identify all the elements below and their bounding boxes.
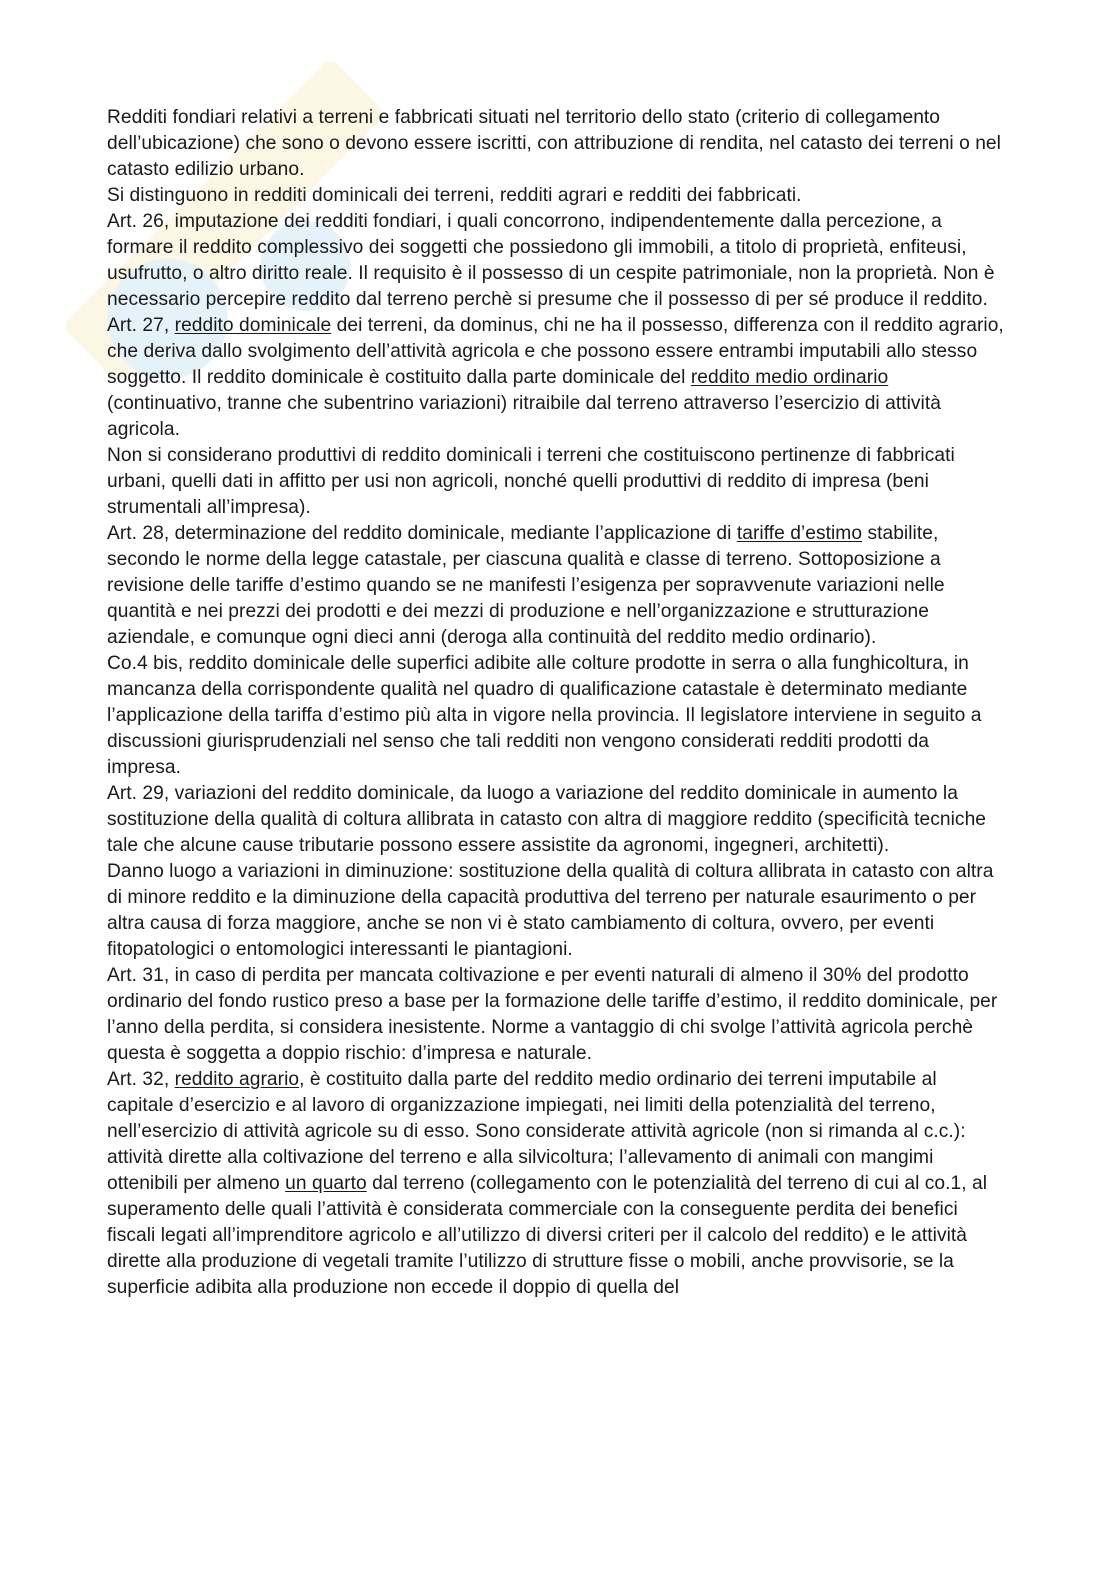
paragraph-esclusioni: Non si considerano produttivi di reddito dominicali i terreni che costituiscono pertinenze di fabbricati urbani, quelli dati in affitto per usi non agricoli, nonché quelli produttivi di reddito di impresa (beni strumentali all’impresa). (107, 445, 955, 518)
paragraph-art-32: Art. 32, reddito agrario, è costituito dalla parte del reddito medio ordinario dei terreni imputabile al capitale d’esercizio e al lavoro di organizzazione impiegati, nei limiti della potenzialità del terreno, nell’esercizio di attività agricole su di esso. Sono considerate attività agricole (non si rimanda al c.c.): attività dirette alla coltivazione del terreno e alla silvicoltura; l’allevamento di animali con mangimi ottenibili per almeno un quarto dal terreno (collegamento con le potenzialità del terreno di cui al co.1, al superamento delle quali l’attività è considerata commerciale con la conseguente perdita dei benefici fiscali legati all’imprenditore agricolo e all’utilizzo di diversi criteri per il calcolo del reddito) e le attività dirette alla produzione di vegetali tramite l’utilizzo di strutture fisse o mobili, anche provvisorie, se la superficie adibita alla produzione non eccede il doppio di quella del (107, 1069, 988, 1298)
term-reddito-medio-ordinario: reddito medio ordinario (690, 367, 889, 388)
paragraph-art-29: Art. 29, variazioni del reddito dominicale, da luogo a variazione del reddito dominicale in aumento la sostituzione della qualità di coltura allibrata in catasto con altra di maggiore reddito (specificità tecniche tale che alcune cause tributarie possono essere assistite da agronomi, ingegneri, architetti). (107, 783, 987, 856)
paragraph-variazioni-diminuzione: Danno luogo a variazioni in diminuzione: sostituzione della qualità di coltura allibrata in catasto con altra di minore reddito e la diminuzione della capacità produttiva del terreno per naturale esaurimento o per altra causa di forza maggiore, anche se non vi è stato cambiamento di coltura, ovvero, per eventi fitopatologici o entomologici interessanti le piantagioni. (107, 861, 994, 960)
document-body (107, 105, 1007, 1301)
paragraph-art-27: Art. 27, reddito dominicale dei terreni, da dominus, chi ne ha il possesso, differenza con il reddito agrario, che deriva dallo svolgimento dell’attività agricola e che possono essere entrambi imputabili allo stesso soggetto. Il reddito dominicale è costituito dalla parte dominicale del reddito medio ordinario (continuativo, tranne che subentrino variazioni) ritraibile dal terreno attraverso l’esercizio di attività agricola. (107, 315, 1004, 440)
paragraph-art-26: Art. 26, imputazione dei redditi fondiari, i quali concorrono, indipendentemente dalla percezione, a formare il reddito complessivo dei soggetti che possiedono gli immobili, a titolo di proprietà, enfiteusi, usufrutto, o altro diritto reale. Il requisito è il possesso di un cespite patrimoniale, non la proprietà. Non è necessario percepire reddito dal terreno perchè si presume che il possesso di per sé produce il reddito. (107, 211, 995, 310)
paragraph-art-31: Art. 31, in caso di perdita per mancata coltivazione e per eventi naturali di almeno il 30% del prodotto ordinario del fondo rustico preso a base per la formazione delle tariffe d’estimo, il reddito dominicale, per l’anno della perdita, si considera inesistente. Norme a vantaggio di chi svolge l’attività agricola perchè questa è soggetta a doppio rischio: d’impresa e naturale. (107, 965, 998, 1064)
term-reddito-agrario: reddito agrario (174, 1069, 300, 1090)
paragraph-art-28: Art. 28, determinazione del reddito dominicale, mediante l’applicazione di tariffe d’estimo stabilite, secondo le norme della legge catastale, per ciascuna qualità e classe di terreno. Sottoposizione a revisione delle tariffe d’estimo quando se ne manifesti l’esigenza per sopravvenute variazioni nelle quantità e nei prezzi dei prodotti e dei mezzi di produzione e nell’organizzazione e strutturazione aziendale, e comunque ogni dieci anni (deroga alla continuità del reddito medio ordinario). (107, 523, 945, 648)
paragraph-distinzione: Si distinguono in redditi dominicali dei terreni, redditi agrari e redditi dei fabbricati. (107, 185, 802, 206)
paragraph-co-4-bis: Co.4 bis, reddito dominicale delle superfici adibite alle colture prodotte in serra o alla funghicoltura, in mancanza della corrispondente qualità nel quadro di qualificazione catastale è determinato mediante l’applicazione della tariffa d’estimo più alta in vigore nella provincia. Il legislatore interviene in seguito a discussioni giurisprudenziali nel senso che tali redditi non vengono considerati redditi prodotti da impresa. (107, 653, 982, 778)
paragraph-ubicazione: Redditi fondiari relativi a terreni e fabbricati situati nel territorio dello stato (criterio di collegamento dell’ubicazione) che sono o devono essere iscritti, con attribuzione di rendita, nel catasto dei terreni o nel catasto edilizio urbano. (107, 107, 1001, 180)
term-un-quarto: un quarto (285, 1173, 367, 1194)
term-reddito-dominicale: reddito dominicale (174, 315, 332, 336)
term-tariffe-estimo: tariffe d’estimo (736, 523, 863, 544)
